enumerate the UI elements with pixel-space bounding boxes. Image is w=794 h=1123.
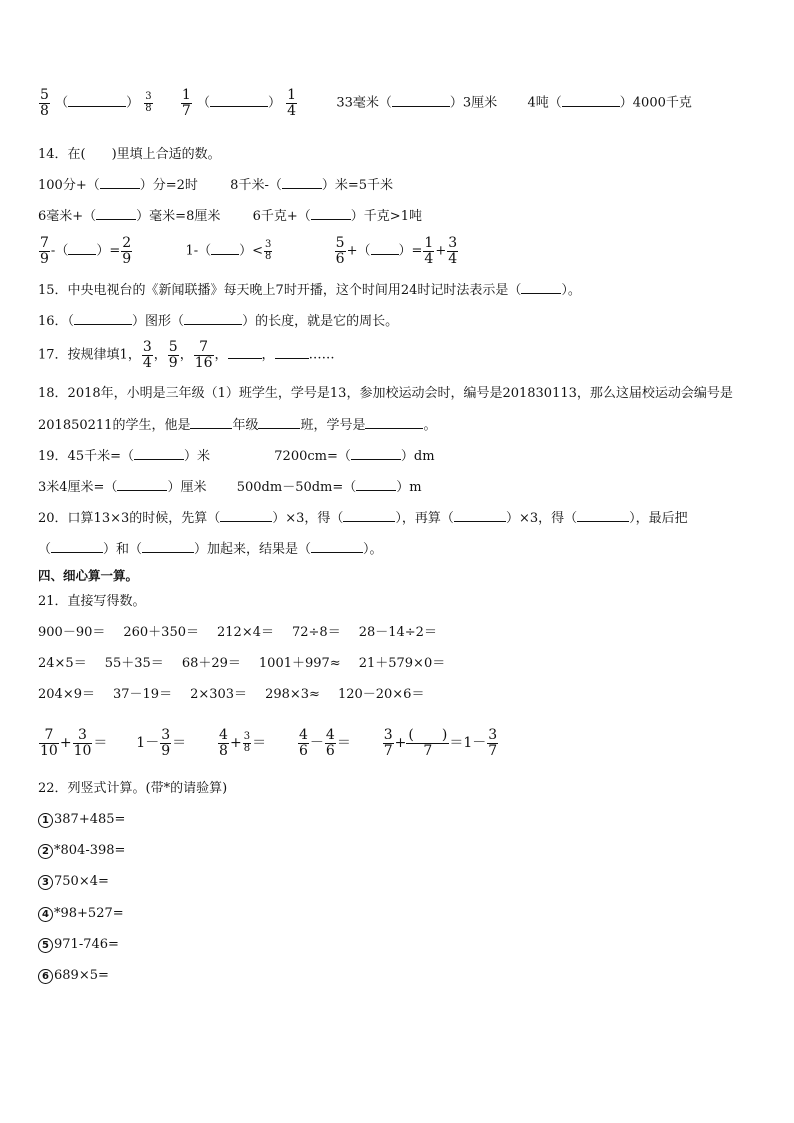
list-item: 6 689×5= [38,967,109,985]
q22-title: 22．列竖式计算。(带*的请验算) [38,781,228,796]
q21-fraction-row: $\frac{7}{10}$ + $\frac{3}{10}$ ＝ 1－ $\frac{3}{9}$ ＝ $\frac{4}{8}$ + $\frac{3}{8}$ ＝ $\frac{4}{6}$ － $\frac{4}{6}$ ＝ $\frac{3}{7}$ + $\frac{( )}{7}$ ＝1－ $\frac{3}{7}$ [40,727,498,759]
q14-line1: 100分+（ ）分=2时 8千米-（ ）米=5千米 [38,178,394,193]
answer-blank[interactable] [142,540,194,553]
q14-line3: $\frac{7}{9}$ -（ ）= $\frac{2}{9}$ 1-（ ）< $\frac{3}{8}$ $\frac{5}{6}$ +（ ）= $\frac{1}{4}$ + $\frac{3}{4}$ [40,235,458,267]
q18-line1: 18．2018年，小明是三年级（1）班学生，学号是13，参加校运动会时，编号是201830113，那么这届校运动会编号是 [38,386,733,401]
answer-blank[interactable] [134,447,184,460]
list-item: 3 750×4= [38,873,109,891]
answer-blank[interactable] [311,540,363,553]
fraction-blank[interactable]: $\frac{( )}{7}$ [408,727,448,759]
list-item: 5 971-746= [38,936,119,954]
answer-blank[interactable] [365,416,423,429]
answer-blank[interactable] [371,242,399,255]
list-item: 4 *98+527= [38,905,124,923]
answer-blank[interactable] [68,242,96,255]
fraction-1-4: $\frac{1}{4}$ [287,87,297,119]
q14-line2: 6毫米+（ ）毫米=8厘米 6千克+（ ）千克>1吨 [38,209,422,224]
q20-line2: （ ）和（ ）加起来，结果是（ ）。 [38,542,383,557]
q17: 17．按规律填1， $\frac{3}{4}$ ， $\frac{5}{9}$ ， $\frac{7}{16}$ ， ， …… [38,339,335,371]
answer-blank[interactable] [577,509,629,522]
answer-blank[interactable] [210,94,268,107]
answer-blank[interactable] [282,176,322,189]
q19-line1: 19．45千米=（ ）米 7200cm=（ ）dm [38,449,435,464]
answer-blank[interactable] [454,509,506,522]
q18-line2: 201850211的学生，他是 年级 班，学号是 。 [38,418,437,433]
compare-row: $\frac{5}{8}$ （ ） $\frac{3}{8}$ $\frac{1}{7}$ （ ） $\frac{1}{4}$ 33毫米（ ）3厘米 4吨（ ）4000千克 [40,87,692,119]
answer-blank[interactable] [117,478,167,491]
q19-line2: 3米4厘米=（ ）厘米 500dm－50dm=（ ）m [38,480,422,495]
answer-blank[interactable] [343,509,395,522]
list-item: 1 387+485= [38,811,125,829]
section-heading: 四、细心算一算。 [38,568,139,583]
answer-blank[interactable] [190,416,232,429]
q20-line1: 20．口算13×3的时候，先算（ ）×3，得（ ），再算（ ）×3，得（ ），最后把 [38,511,688,526]
q14-title: 14．在( )里填上合适的数。 [38,147,221,162]
answer-blank[interactable] [311,207,351,220]
answer-blank[interactable] [356,478,396,491]
answer-blank[interactable] [96,207,136,220]
answer-blank[interactable] [275,346,309,359]
answer-blank[interactable] [228,346,262,359]
answer-blank[interactable] [562,94,620,107]
answer-blank[interactable] [184,312,242,325]
answer-blank[interactable] [258,416,300,429]
q21-row3: 204×9＝ 37－19＝ 2×303＝ 298×3≈ 120－20×6＝ [38,687,425,702]
answer-blank[interactable] [100,176,140,189]
answer-blank[interactable] [51,540,103,553]
q15: 15．中央电视台的《新闻联播》每天晚上7时开播，这个时间用24时记时法表示是（ ）。 [38,283,581,298]
answer-blank[interactable] [211,242,239,255]
q21-row1: 900－90＝ 260＋350＝ 212×4＝ 72÷8＝ 28－14÷2＝ [38,625,437,640]
list-item: 2 *804-398= [38,842,125,860]
answer-blank[interactable] [392,94,450,107]
fraction-3-8: $\frac{3}{8}$ [145,91,152,114]
fraction-5-8: $\frac{5}{8}$ [40,87,49,119]
fraction-1-7: $\frac{1}{7}$ [181,87,191,119]
answer-blank[interactable] [220,509,272,522]
answer-blank[interactable] [521,281,561,294]
q16: 16．（ ）图形（ ）的长度，就是它的周长。 [38,314,399,329]
answer-blank[interactable] [68,94,126,107]
q21-title: 21．直接写得数。 [38,594,146,609]
answer-blank[interactable] [351,447,401,460]
q21-row2: 24×5＝ 55＋35＝ 68＋29＝ 1001＋997≈ 21＋579×0＝ [38,656,446,671]
answer-blank[interactable] [74,312,132,325]
